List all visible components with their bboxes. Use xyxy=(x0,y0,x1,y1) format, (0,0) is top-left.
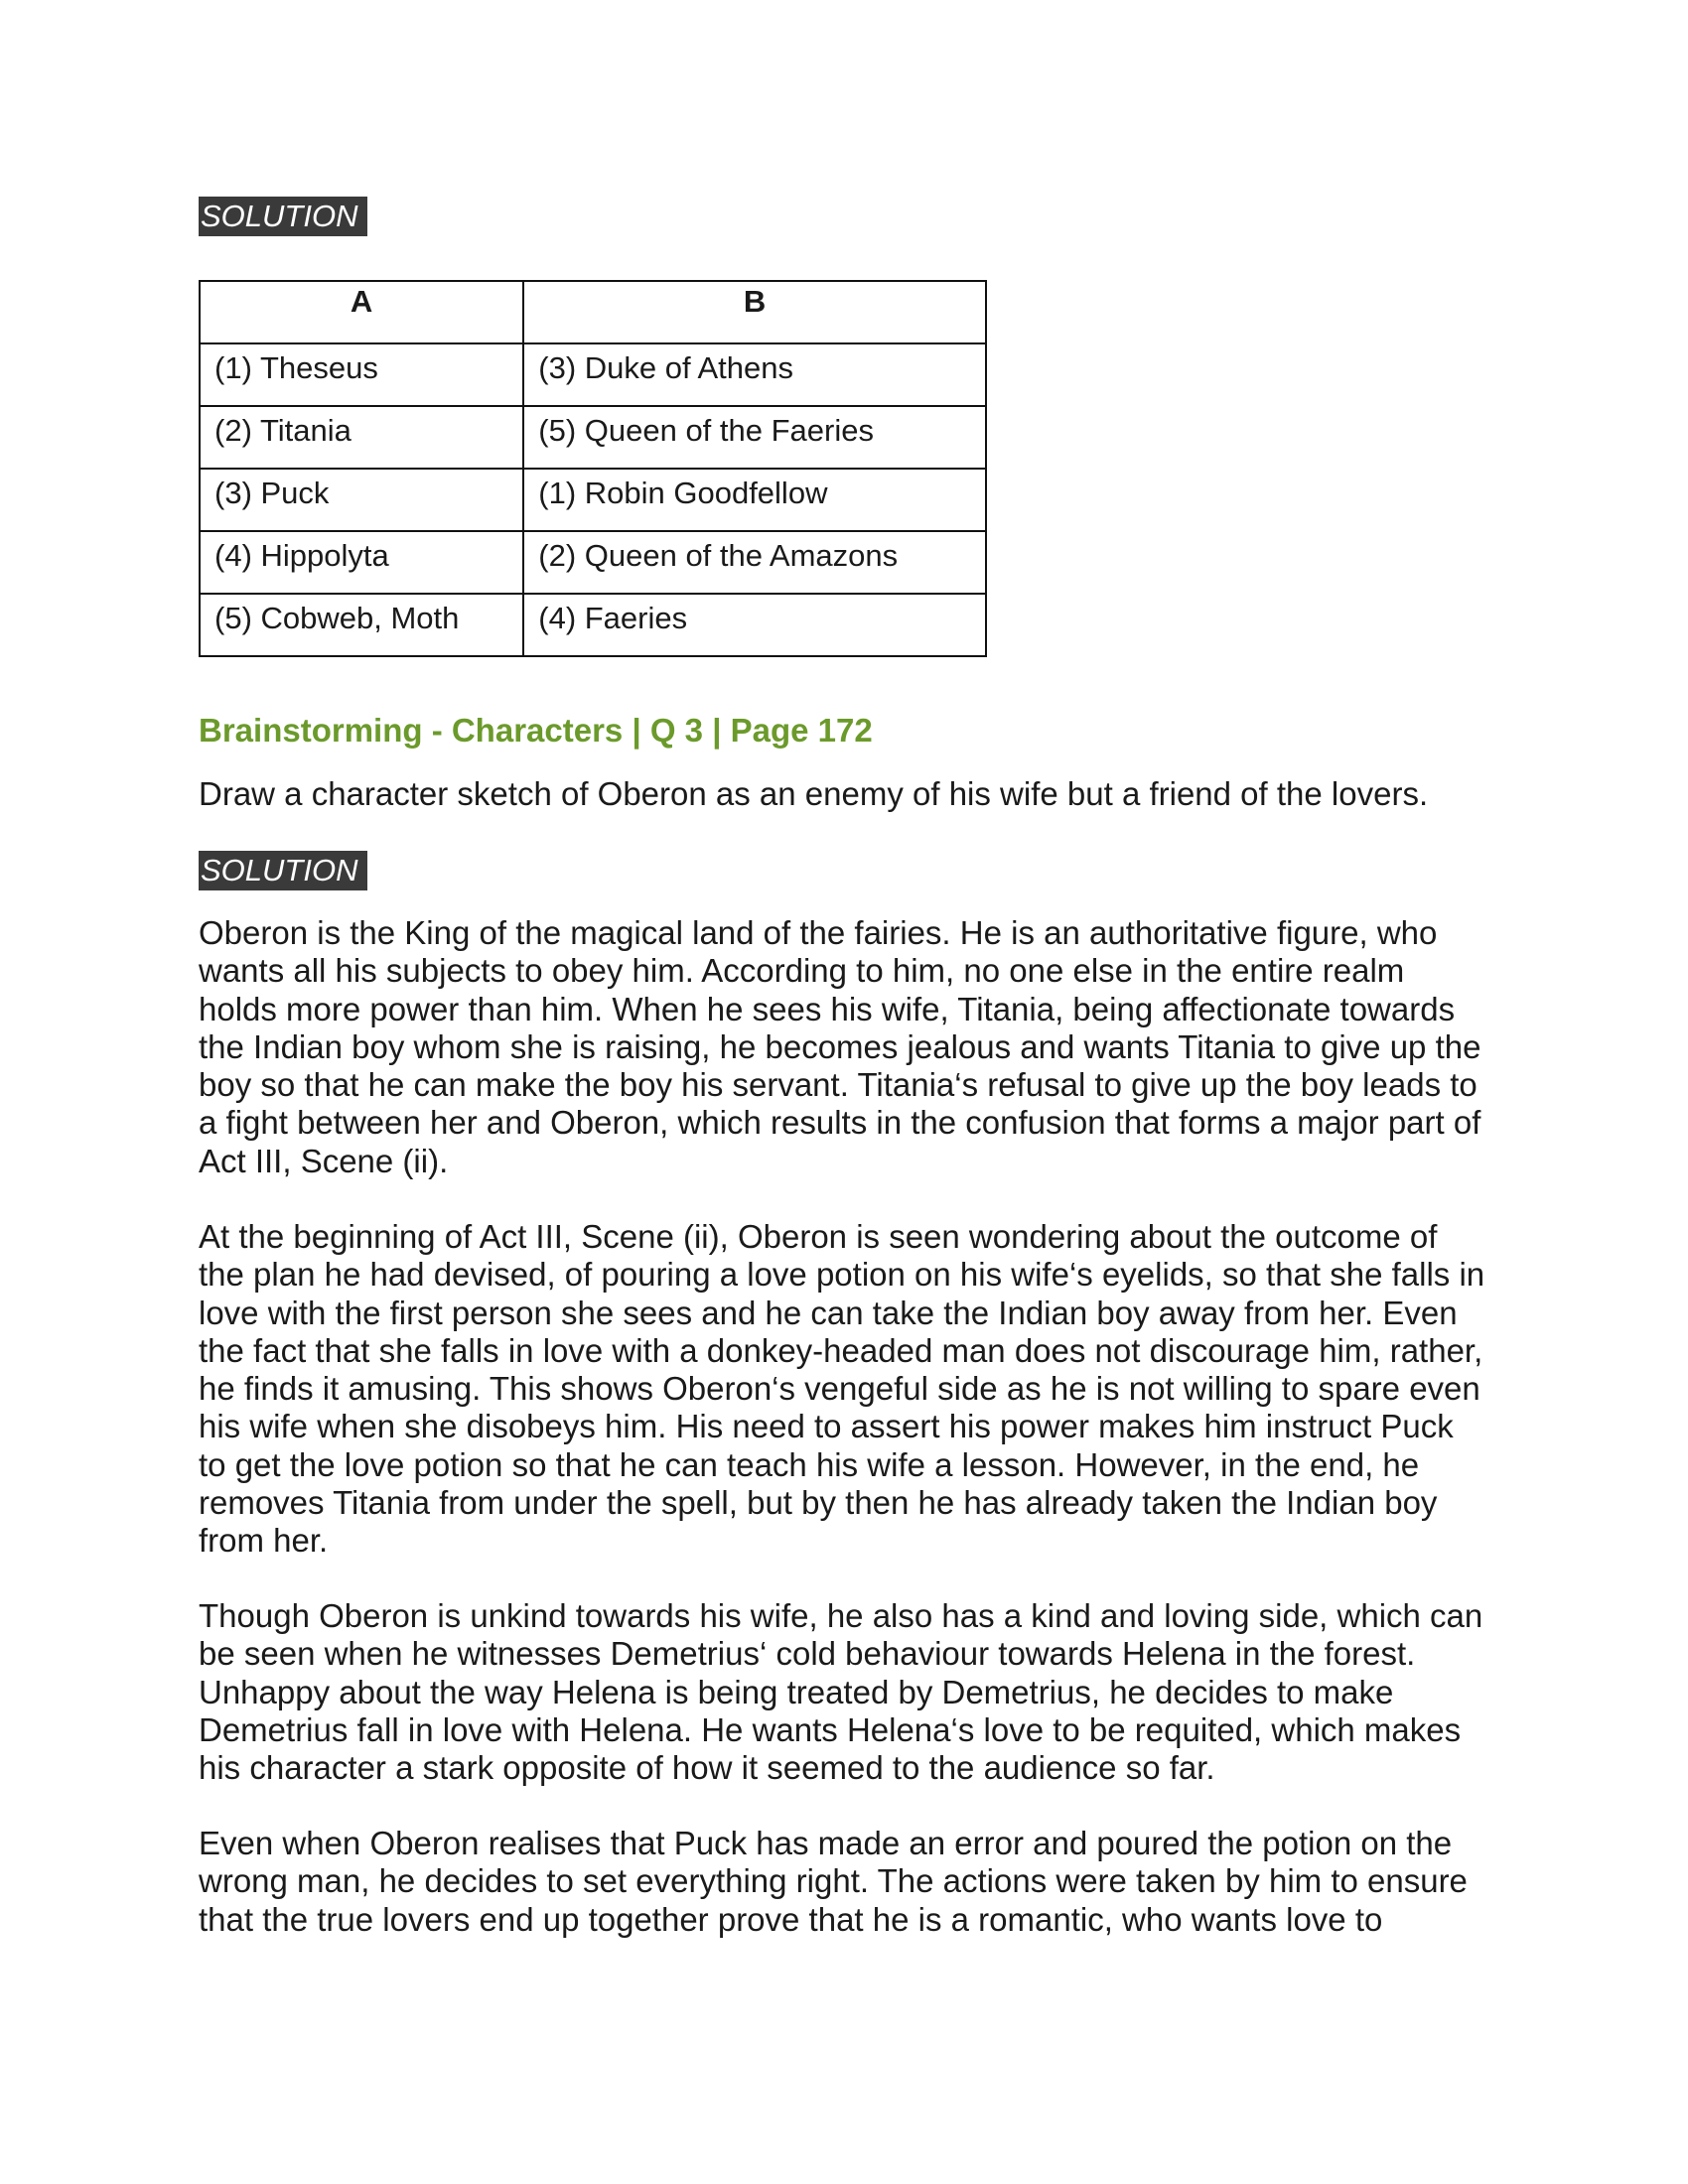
question-heading: Brainstorming - Characters | Q 3 | Page 172 xyxy=(199,712,873,749)
solution-label: SOLUTION xyxy=(199,197,367,236)
table-row xyxy=(200,406,986,469)
table-row xyxy=(200,469,986,531)
answer-paragraph: At the beginning of Act III, Scene (ii), Oberon is seen wondering about the outcome of the plan he had devised, of pouring a love potion on his wife‘s eyelids, so that she falls in love with the first person she sees and he can take the Indian boy away from her. Even the fact that she falls in love with a donkey-headed man does not discourage him, rather, he finds it amusing. This shows Oberon‘s vengeful side as he is not willing to spare even his wife when she disobeys him. His need to assert his power makes him instruct Puck to get the love potion so that he can teach his wife a lesson. However, in the end, he removes Titania from under the spell, but by then he has already taken the Indian boy from her. xyxy=(199,1218,1485,1560)
table-row xyxy=(200,343,986,406)
answer-paragraph: Even when Oberon realises that Puck has made an error and poured the potion on the wrong man, he decides to set everything right. The actions were taken by him to ensure that the true lovers end up together prove that he is a romantic, who wants love to xyxy=(199,1825,1468,1938)
table-cell-b: (1) Robin Goodfellow xyxy=(523,469,986,531)
solution-label: SOLUTION xyxy=(199,851,367,890)
question-text: Draw a character sketch of Oberon as an enemy of his wife but a friend of the lovers. xyxy=(199,775,1429,812)
answer-paragraph: Though Oberon is unkind towards his wife, he also has a kind and loving side, which can be seen when he witnesses Demetrius‘ cold behaviour towards Helena in the forest. Unhappy about the way Helena is being treated by Demetrius, he decides to make Demetrius fall in love with Helena. He wants Helena‘s love to be requited, which makes his character a stark opposite of how it seemed to the audience so far. xyxy=(199,1597,1483,1787)
table-cell-b: (4) Faeries xyxy=(523,594,986,656)
table-row xyxy=(200,531,986,594)
table-cell-a: (3) Puck xyxy=(200,469,523,531)
table-header-row xyxy=(200,281,986,343)
answer-paragraph: Oberon is the King of the magical land of the fairies. He is an authoritative figure, who wants all his subjects to obey him. According to him, no one else in the entire realm holds more power than him. When he sees his wife, Titania, being affectionate towards the Indian boy whom she is raising, he becomes jealous and wants Titania to give up the boy so that he can make the boy his servant. Titania‘s refusal to give up the boy leads to a fight between her and Oberon, which results in the confusion that forms a major part of Act III, Scene (ii). xyxy=(199,914,1481,1179)
column-header-a: A xyxy=(200,281,523,343)
table-cell-a: (5) Cobweb, Moth xyxy=(200,594,523,656)
table-cell-a: (1) Theseus xyxy=(200,343,523,406)
column-header-b: B xyxy=(523,281,986,343)
table-cell-a: (4) Hippolyta xyxy=(200,531,523,594)
table-cell-a: (2) Titania xyxy=(200,406,523,469)
table-cell-b: (2) Queen of the Amazons xyxy=(523,531,986,594)
table-row xyxy=(200,594,986,656)
table-cell-b: (3) Duke of Athens xyxy=(523,343,986,406)
matching-table xyxy=(199,280,987,657)
table-cell-b: (5) Queen of the Faeries xyxy=(523,406,986,469)
